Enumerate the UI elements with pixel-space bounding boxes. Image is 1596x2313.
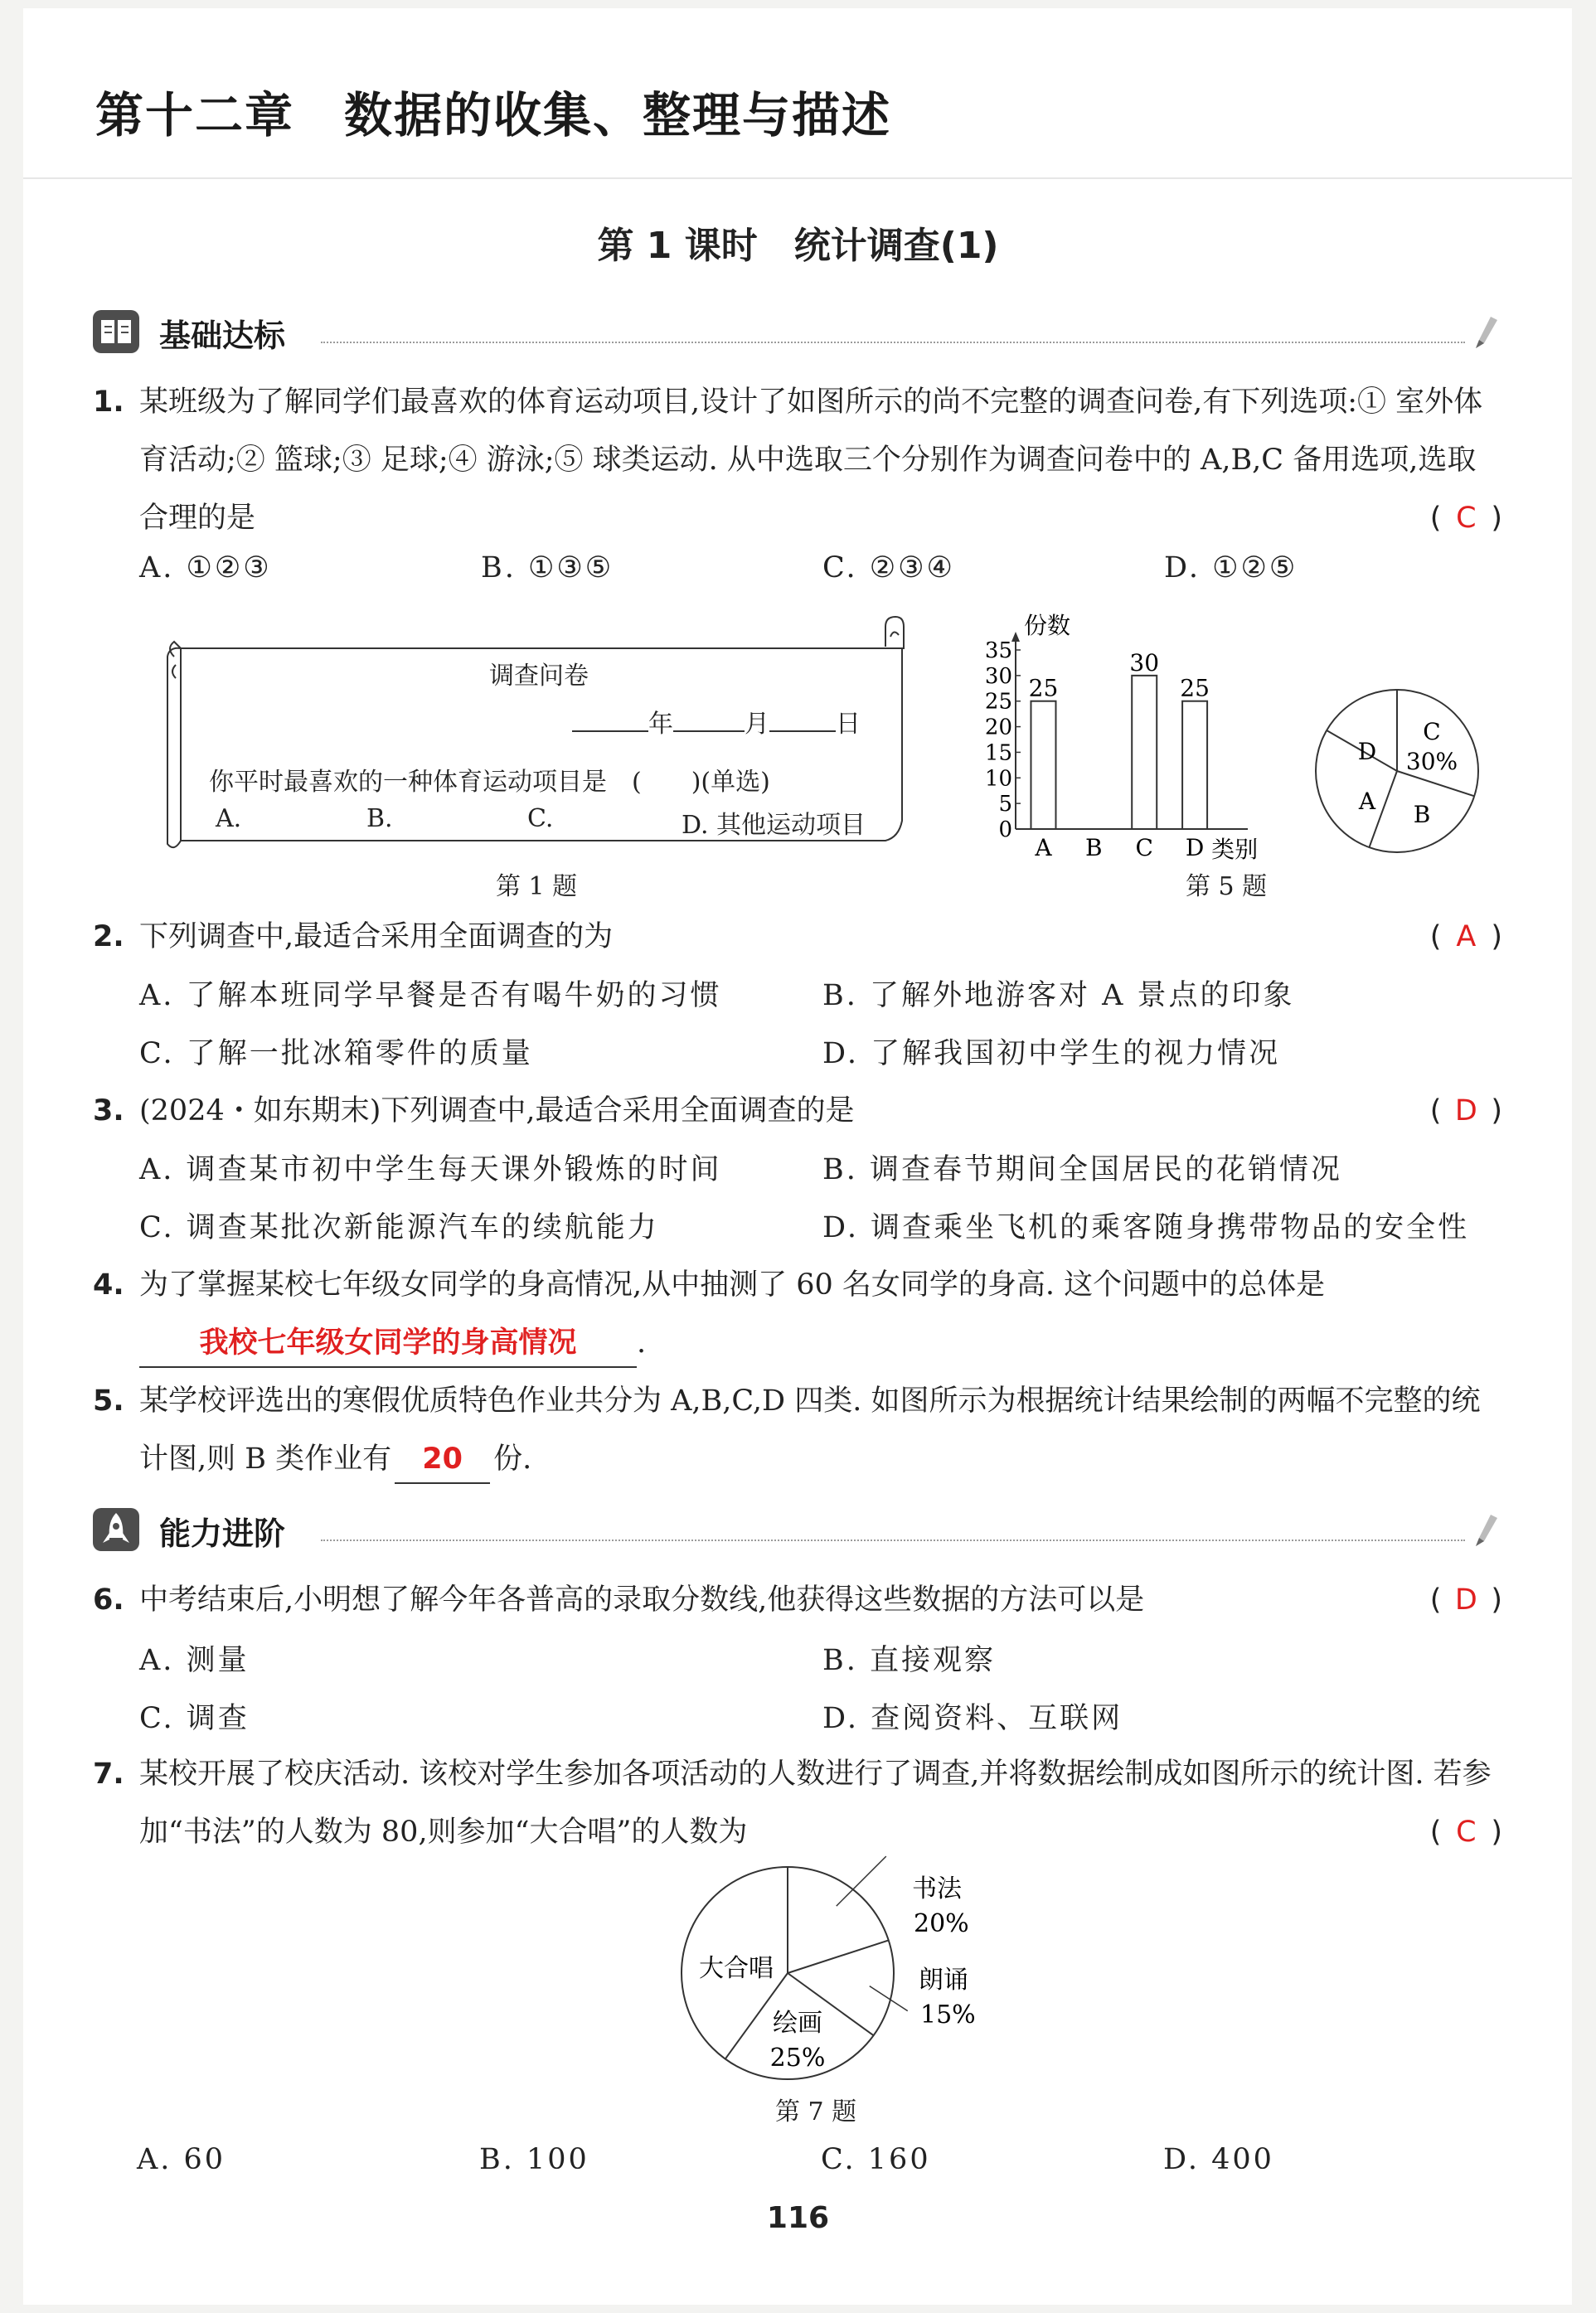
answer-value: D xyxy=(1454,1583,1477,1617)
y-tick-label: 20 xyxy=(984,715,1012,740)
answer-value: C xyxy=(1456,502,1477,535)
y-tick-label: 10 xyxy=(984,766,1012,792)
x-tick-label: B xyxy=(1085,834,1103,861)
answer-value: A xyxy=(1456,920,1477,953)
y-tick-label: 25 xyxy=(984,689,1012,715)
option-a: A. 调查某市初中学生每天课外锻炼的时间 xyxy=(139,1153,722,1186)
answer-value: D xyxy=(1454,1094,1477,1127)
option-c: C. 160 xyxy=(821,2143,931,2176)
pie-value-朗诵: 15% xyxy=(920,2000,976,2029)
bar-label-C: 30 xyxy=(1129,648,1160,676)
book-icon xyxy=(93,310,139,353)
section-rule xyxy=(321,1540,1465,1541)
option-c: C. 调查 xyxy=(139,1702,250,1735)
y-axis-label: 份数 xyxy=(1024,612,1071,639)
x-axis-label: 类别 xyxy=(1211,836,1259,863)
question-1: 1. 某班级为了解同学们最喜欢的体育运动项目,设计了如图所示的尚不完整的调查问卷,有下列选项:① 室外体育活动;② 篮球;③ 足球;④ 游泳;⑤ 球类运动. 从中选取三个分别作为调查问卷中的 A,B,C 备用选项,选取合理的是 ( C ) xyxy=(93,373,1502,547)
figure-caption-7: 第 7 题 xyxy=(775,2097,857,2126)
question-4: 4. 为了掌握某校七年级女同学的身高情况,从中抽测了 60 名女同学的身高. 这个问题中的总体是 我校七年级女同学的身高情况 . xyxy=(93,1256,1502,1372)
chapter-divider xyxy=(23,177,1572,179)
option-c: C. 调查某批次新能源汽车的续航能力 xyxy=(139,1211,659,1244)
x-tick-label: A xyxy=(1035,834,1052,861)
bar-label-A: 25 xyxy=(1028,674,1059,702)
pie-label-书法: 书法 xyxy=(912,1874,962,1903)
question-text: 中考结束后,小明想了解今年各普高的录取分数线,他获得这些数据的方法可以是 xyxy=(139,1583,1145,1617)
answer-paren: ( C ) xyxy=(1430,489,1502,547)
pie-chart-q5 xyxy=(1306,680,1488,862)
y-tick-label: 35 xyxy=(984,638,1012,663)
pie-label-D: D xyxy=(1357,738,1377,765)
survey-option-d: D. 其他运动项目 xyxy=(682,811,866,840)
survey-title: 调查问卷 xyxy=(489,662,589,691)
question-6: 6. 中考结束后,小明想了解今年各普高的录取分数线,他获得这些数据的方法可以是 ( D ) xyxy=(93,1571,1502,1629)
x-tick-label: C xyxy=(1135,834,1153,861)
y-tick-label: 30 xyxy=(984,663,1012,689)
option-c: C. 了解一批冰箱零件的质量 xyxy=(139,1037,533,1070)
bar-A xyxy=(1031,701,1055,829)
page-number: 116 xyxy=(766,2201,830,2235)
option-a: A. 测量 xyxy=(139,1644,250,1677)
pie-value-书法: 20% xyxy=(914,1909,969,1938)
answer-value: C xyxy=(1456,1816,1477,1849)
chapter-title: 第十二章 数据的收集、整理与描述 xyxy=(95,87,892,143)
option-b: B. 100 xyxy=(479,2143,589,2176)
section-header-advanced xyxy=(93,1505,1502,1554)
option-d: D. 查阅资料、互联网 xyxy=(822,1702,1123,1735)
answer-paren: ( C ) xyxy=(1430,1803,1502,1861)
x-tick-label: D xyxy=(1185,834,1205,861)
answer-paren: ( D ) xyxy=(1430,1571,1502,1629)
section-title: 基础达标 xyxy=(159,318,286,354)
answer-blank: 我校七年级女同学的身高情况 xyxy=(139,1320,637,1368)
answer-paren: ( A ) xyxy=(1430,908,1502,966)
pie-label-绘画: 绘画 xyxy=(773,2009,822,2038)
section-rule xyxy=(321,342,1465,343)
bar-C xyxy=(1132,676,1157,829)
question-text: 下列调查中,最适合采用全面调查的为 xyxy=(139,920,614,953)
survey-scroll-figure xyxy=(158,613,920,862)
question-text: 某学校评选出的寒假优质特色作业共分为 A,B,C,D 四类. 如图所示为根据统计结果绘制的两幅不完整的统计图,则 B 类作业有 xyxy=(139,1384,1481,1476)
question-5: 5. 某学校评选出的寒假优质特色作业共分为 A,B,C,D 四类. 如图所示为根据统计结果绘制的两幅不完整的统计图,则 B 类作业有 20 份. xyxy=(93,1372,1502,1488)
section-header-basic xyxy=(93,307,1502,356)
pie-label-C: C xyxy=(1423,718,1441,745)
question-text: 某班级为了解同学们最喜欢的体育运动项目,设计了如图所示的尚不完整的调查问卷,有下列选项:① 室外体育活动;② 篮球;③ 足球;④ 游泳;⑤ 球类运动. 从中选取三个分别作为调查问卷中的 A,B,C 备用选项,选取合理的是 xyxy=(139,386,1483,535)
option-a: A. 了解本班同学早餐是否有喝牛奶的习惯 xyxy=(139,979,722,1012)
y-tick-label: 0 xyxy=(998,817,1012,842)
rocket-icon xyxy=(93,1508,139,1551)
pie-value-绘画: 25% xyxy=(769,2044,826,2073)
option-a: A. ①②③ xyxy=(139,551,272,584)
y-tick-label: 15 xyxy=(984,740,1012,766)
option-d: D. ①②⑤ xyxy=(1164,551,1298,584)
question-7: 7. 某校开展了校庆活动. 该校对学生参加各项活动的人数进行了调查,并将数据绘制成如图所示的统计图. 若参加“书法”的人数为 80,则参加“大合唱”的人数为 ( C ) xyxy=(93,1745,1502,1861)
figure-caption-5: 第 5 题 xyxy=(1186,872,1268,901)
option-b: B. 了解外地游客对 A 景点的印象 xyxy=(822,979,1295,1012)
bar-label-D: 25 xyxy=(1180,674,1210,702)
pencil-icon xyxy=(1472,1513,1502,1549)
option-b: B. 调查春节期间全国居民的花销情况 xyxy=(822,1153,1342,1186)
pie-value-C: 30% xyxy=(1405,748,1458,775)
option-b: B. 直接观察 xyxy=(822,1644,996,1677)
section-title: 能力进阶 xyxy=(159,1515,286,1552)
question-text: (2024・如东期末)下列调查中,最适合采用全面调查的是 xyxy=(139,1094,855,1127)
question-2: 2. 下列调查中,最适合采用全面调查的为 ( A ) xyxy=(93,908,1502,966)
option-d: D. 400 xyxy=(1163,2143,1274,2176)
question-text: 某校开展了校庆活动. 该校对学生参加各项活动的人数进行了调查,并将数据绘制成如图所示的统计图. 若参加“书法”的人数为 80,则参加“大合唱”的人数为 xyxy=(139,1758,1492,1849)
pie-chart-q7 xyxy=(663,1861,995,2102)
pie-label-A: A xyxy=(1358,788,1376,815)
pencil-icon xyxy=(1472,315,1502,352)
pie-label-朗诵: 朗诵 xyxy=(919,1966,968,1995)
survey-option-c: C. xyxy=(527,804,554,833)
question-3: 3. (2024・如东期末)下列调查中,最适合采用全面调查的是 ( D ) xyxy=(93,1082,1502,1140)
survey-date: 年 月 日 xyxy=(572,703,861,739)
option-d: D. 调查乘坐飞机的乘客随身携带物品的安全性 xyxy=(822,1211,1470,1244)
bar-chart xyxy=(970,612,1285,870)
bar-D xyxy=(1182,701,1207,829)
answer-blank: 20 xyxy=(395,1436,490,1484)
figure-caption-1: 第 1 题 xyxy=(496,872,578,901)
option-d: D. 了解我国初中学生的视力情况 xyxy=(822,1037,1281,1070)
pie-label-B: B xyxy=(1413,801,1431,828)
survey-option-a: A. xyxy=(216,804,242,833)
option-c: C. ②③④ xyxy=(822,551,955,584)
survey-option-b: B. xyxy=(366,804,393,833)
option-a: A. 60 xyxy=(137,2143,226,2176)
y-tick-label: 5 xyxy=(998,792,1012,817)
pie-label-大合唱: 大合唱 xyxy=(699,1954,774,1983)
answer-paren: ( D ) xyxy=(1430,1082,1502,1140)
lesson-title: 第 1 课时 统计调查(1) xyxy=(597,225,999,267)
survey-question: 你平时最喜欢的一种体育运动项目是 ( )(单选) xyxy=(209,768,770,797)
y-axis-arrow xyxy=(1011,632,1020,642)
question-text: 为了掌握某校七年级女同学的身高情况,从中抽测了 60 名女同学的身高. 这个问题中的总体是 xyxy=(139,1268,1326,1302)
option-b: B. ①③⑤ xyxy=(481,551,614,584)
